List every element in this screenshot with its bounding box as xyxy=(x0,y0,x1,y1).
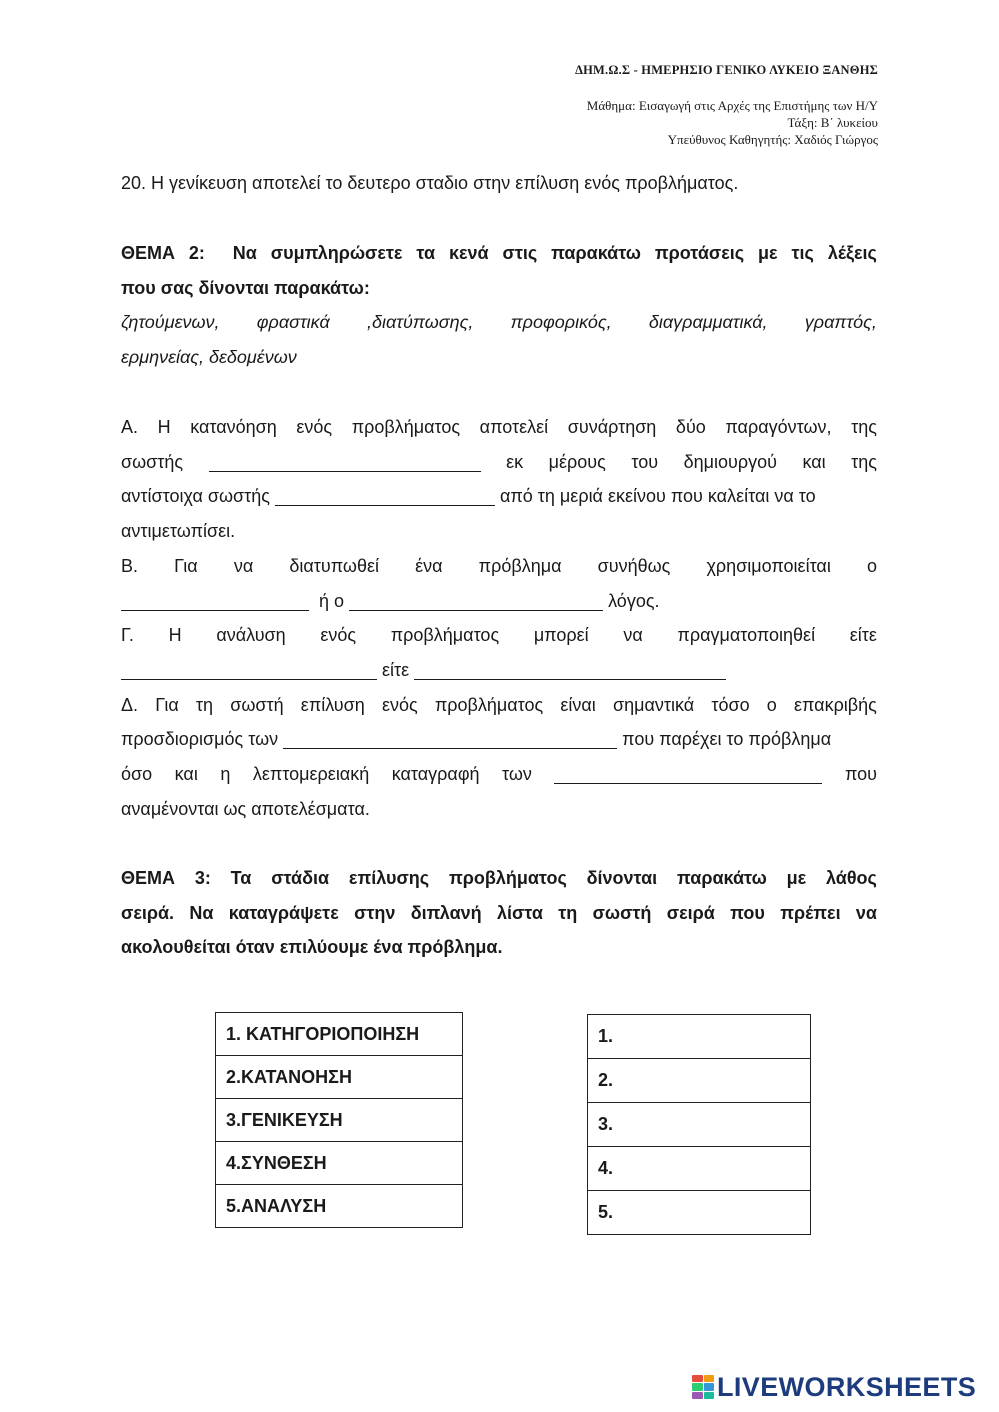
sentence-g-line2: είτε xyxy=(121,653,877,688)
theme3-line3: ακολουθείται όταν επιλύουμε ένα πρόβλημα. xyxy=(121,937,503,958)
theme2-instruction-line1: ΘΕΜΑ 2: Να συμπληρώσετε τα κενά στις παρακάτω προτάσεις με τις λέξεις xyxy=(121,243,877,263)
sentence-d-line3: όσο και η λεπτομερειακή καταγραφή των που xyxy=(121,764,877,785)
liveworksheets-logo[interactable] xyxy=(692,1372,976,1402)
sentence-d-line2: προσδιορισμός των που παρέχει το πρόβλημα xyxy=(121,729,832,750)
answer-cell[interactable]: 1. xyxy=(588,1015,811,1059)
blank-g2[interactable] xyxy=(414,661,726,680)
blank-g1[interactable] xyxy=(121,661,377,680)
theme2-section xyxy=(121,236,877,375)
blank-a2[interactable] xyxy=(275,487,495,506)
stage-cell: 5.ΑΝΑΛΥΣΗ xyxy=(216,1185,463,1228)
stage-cell: 2.ΚΑΤΑΝΟΗΣΗ xyxy=(216,1056,463,1099)
logo-mark-icon xyxy=(692,1375,714,1399)
course-title: Μάθημα: Εισαγωγή στις Αρχές της Επιστήμης των Η/Υ xyxy=(586,98,878,113)
theme3-section xyxy=(121,861,877,965)
answer-cell[interactable]: 3. xyxy=(588,1103,811,1147)
stage-cell: 1. ΚΑΤΗΓΟΡΙΟΠΟΙΗΣΗ xyxy=(216,1013,463,1056)
stage-cell: 3.ΓΕΝΙΚΕΥΣΗ xyxy=(216,1099,463,1142)
sentence-b-line2: ή ο λόγος. xyxy=(121,584,877,619)
answer-cell[interactable]: 5. xyxy=(588,1191,811,1235)
fill-sentences xyxy=(121,410,877,826)
answer-cell[interactable]: 2. xyxy=(588,1059,811,1103)
sentence-a-line2: σωστής εκ μέρους του δημιουργού και της xyxy=(121,451,877,472)
theme3-line1: ΘΕΜΑ 3: Τα στάδια επίλυσης προβλήματος δίνονται παρακάτω με λάθος xyxy=(121,868,877,888)
sentence-b-line1: Β. Για να διατυπωθεί ένα πρόβλημα συνήθως χρησιμοποιείται ο xyxy=(121,555,877,576)
answer-cell[interactable]: 4. xyxy=(588,1147,811,1191)
theme2-instruction-line2: που σας δίνονται παρακάτω: xyxy=(121,277,370,298)
logo-square xyxy=(704,1375,715,1382)
logo-square xyxy=(692,1392,703,1399)
answers-table xyxy=(587,1014,811,1235)
class-label: Τάξη: Β΄ λυκείου xyxy=(787,115,878,130)
sentence-g-line1: Γ. Η ανάλυση ενός προβλήματος μπορεί να πραγματοποιηθεί είτε xyxy=(121,625,877,646)
blank-b2[interactable] xyxy=(349,592,603,611)
stage-cell: 4.ΣΥΝΘΕΣΗ xyxy=(216,1142,463,1185)
word-bank-line2: ερμηνείας, δεδομένων xyxy=(121,347,297,368)
logo-square xyxy=(704,1383,715,1390)
blank-d1[interactable] xyxy=(283,730,617,749)
blank-d2[interactable] xyxy=(554,765,822,784)
theme3-line2: σειρά. Να καταγράψετε στην διπλανή λίστα τη σωστή σειρά που πρέπει να xyxy=(121,902,877,923)
sentence-d-line4: αναμένονται ως αποτελέσματα. xyxy=(121,798,370,819)
blank-a1[interactable] xyxy=(209,453,481,472)
item-20: 20. Η γενίκευση αποτελεί το δευτερο σταδιο στην επίλυση ενός προβλήματος. xyxy=(121,173,739,193)
sentence-a-line3: αντίστοιχα σωστής από τη μεριά εκείνου που καλείται να το xyxy=(121,486,816,507)
school-name: ΔΗΜ.Ω.Σ - ΗΜΕΡΗΣΙΟ ΓΕΝΙΚΟ ΛΥΚΕΙΟ ΞΑΝΘΗΣ xyxy=(575,63,878,77)
sentence-a-line4: αντιμετωπίσει. xyxy=(121,521,236,542)
logo-square xyxy=(692,1375,703,1382)
blank-b1[interactable] xyxy=(121,592,309,611)
logo-square xyxy=(692,1383,703,1390)
word-bank-line1: ζητούμενων, φραστικά ,διατύπωσης, προφορικός, διαγραμματικά, γραπτός, xyxy=(121,312,877,333)
logo-text: LIVEWORKSHEETS xyxy=(717,1372,977,1402)
logo-square xyxy=(704,1392,715,1399)
sentence-a-line1: Α. Η κατανόηση ενός προβλήματος αποτελεί συνάρτηση δύο παραγόντων, της xyxy=(121,417,877,437)
stages-table xyxy=(215,1012,463,1228)
sentence-d-line1: Δ. Για τη σωστή επίλυση ενός προβλήματος είναι σημαντικά τόσο ο επακριβής xyxy=(121,694,877,715)
teacher-label: Υπεύθυνος Καθηγητής: Χαδιός Γιώργος xyxy=(667,132,878,147)
